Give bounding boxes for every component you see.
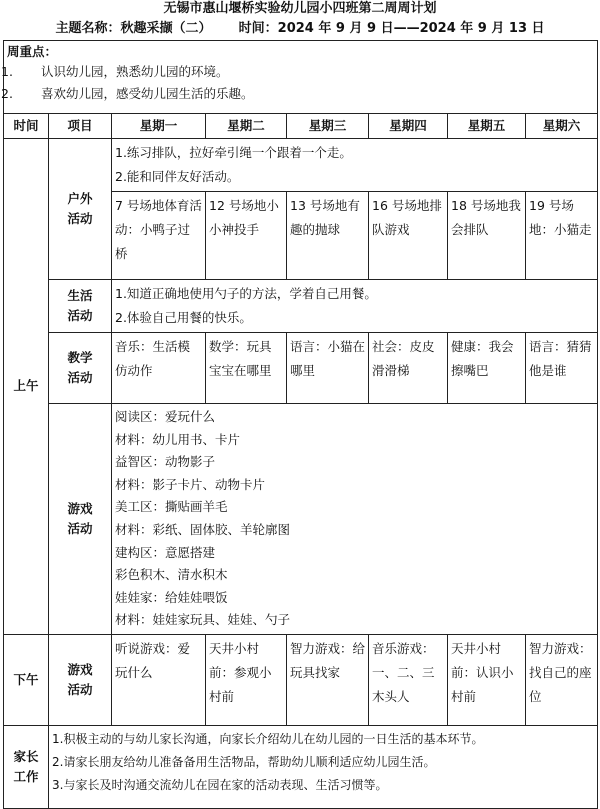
header-row — [4, 114, 598, 139]
col-header-wed: 星期三 — [287, 114, 369, 139]
col-header-tue: 星期二 — [206, 114, 287, 139]
focus-item-text: 认识幼儿园，熟悉幼儿园的环境。 — [41, 64, 229, 79]
focus-item-num: 1. — [1, 64, 13, 79]
teaching-sat: 语言：猜猜他是谁 — [526, 333, 598, 404]
game-areas — [112, 404, 598, 635]
time-range: 2024 年 9 月 9 日——2024 年 9 月 13 日 — [277, 21, 545, 36]
life-label-line: 活动 — [67, 308, 93, 323]
outdoor-label-line: 户外 — [67, 191, 93, 206]
life-goal: 1.知道正确地使用勺子的方法，学着自己用餐。 — [115, 286, 377, 301]
parents-item: 2.请家长朋友给幼儿准备备用生活物品，帮助幼儿顺利适应幼儿园生活。 — [52, 754, 436, 769]
afternoon-sat: 智力游戏：找自己的座位 — [526, 634, 598, 725]
afternoon-mon: 听说游戏：爱玩什么 — [112, 634, 206, 725]
life-goal: 2.体验自己用餐的快乐。 — [115, 310, 252, 325]
game-area-line: 美工区：撕贴画羊毛 — [115, 499, 228, 515]
outdoor-label-line: 活动 — [67, 211, 93, 226]
game-area-line: 材料：娃娃家玩具、娃娃、勺子 — [115, 612, 291, 628]
col-header-item: 项目 — [49, 114, 112, 139]
outdoor-thu: 16 号场地排队游戏 — [369, 192, 448, 280]
game-label — [49, 404, 112, 635]
life-label-line: 生活 — [67, 288, 93, 303]
outdoor-tue: 12 号场地小小神投手 — [206, 192, 287, 280]
afternoon-fri: 天井小村前：认识小村前 — [448, 634, 526, 725]
afternoon-game-label-line: 活动 — [67, 681, 93, 697]
game-label-line: 游戏 — [67, 500, 93, 516]
focus-cell — [1, 41, 598, 114]
game-row — [4, 404, 598, 635]
game-label-line: 活动 — [67, 520, 93, 536]
focus-item — [1, 61, 594, 83]
outdoor-sat: 19 号场地：小猫走 — [526, 192, 598, 280]
weekly-plan-table — [3, 40, 598, 809]
parents-item: 3.与家长及时沟通交流幼儿在园在家的活动表现、生活习惯等。 — [52, 777, 388, 792]
teaching-label — [49, 333, 112, 404]
outdoor-goals — [112, 139, 598, 192]
outdoor-wed: 13 号场地有趣的抛球 — [287, 192, 369, 280]
game-area-line: 益智区：动物影子 — [115, 454, 216, 470]
outdoor-goals-row — [4, 139, 598, 192]
parents-label — [4, 725, 49, 808]
parents-item: 1.积极主动的与幼儿家长沟通，向家长介绍幼儿在幼儿园的一日生活的基本环节。 — [52, 731, 484, 746]
teaching-row — [4, 333, 598, 404]
game-area-line: 娃娃家：给娃娃喂饭 — [115, 589, 228, 605]
game-area-line: 材料：影子卡片、动物卡片 — [115, 476, 266, 492]
focus-title: 周重点： — [7, 44, 58, 59]
parents-label-line: 家长 — [13, 748, 39, 764]
life-row — [4, 280, 598, 333]
col-header-mon: 星期一 — [112, 114, 206, 139]
outdoor-mon: 7 号场地体育活动：小鸭子过桥 — [112, 192, 206, 280]
afternoon-wed: 智力游戏：给玩具找家 — [287, 634, 369, 725]
teaching-thu: 社会：皮皮滑滑梯 — [369, 333, 448, 404]
parents-label-line: 工作 — [13, 768, 39, 784]
col-header-fri: 星期五 — [448, 114, 526, 139]
game-area-line: 彩色积木、清水积木 — [115, 567, 228, 583]
teaching-label-line: 活动 — [67, 370, 93, 385]
afternoon-thu: 音乐游戏：一、二、三木头人 — [369, 634, 448, 725]
teaching-wed: 语言：小猫在哪里 — [287, 333, 369, 404]
col-header-sat: 星期六 — [526, 114, 598, 139]
focus-item — [1, 83, 594, 105]
col-header-time: 时间 — [4, 114, 49, 139]
game-area-line: 阅读区：爱玩什么 — [115, 409, 216, 424]
life-goals — [112, 280, 598, 333]
afternoon-game-label — [49, 634, 112, 725]
outdoor-label — [49, 139, 112, 280]
teaching-label-line: 教学 — [67, 350, 93, 365]
time-label: 时间： — [238, 21, 278, 36]
parents-row — [4, 725, 598, 808]
outdoor-fri: 18 号场地我会排队 — [448, 192, 526, 280]
theme-name: 秋趣采撷（二） — [120, 21, 212, 36]
col-header-thu: 星期四 — [369, 114, 448, 139]
parents-items — [49, 725, 598, 808]
subtitle — [0, 20, 600, 38]
life-label — [49, 280, 112, 333]
game-area-line: 建构区：意愿搭建 — [115, 544, 216, 560]
outdoor-goal: 1.练习排队，拉好牵引绳一个跟着一个走。 — [115, 145, 352, 160]
focus-item-num: 2. — [1, 86, 13, 101]
theme-label: 主题名称： — [55, 21, 121, 36]
focus-row — [4, 41, 598, 114]
outdoor-goal: 2.能和同伴友好活动。 — [115, 169, 240, 184]
game-area-line: 材料：彩纸、固体胶、羊轮廓图 — [115, 521, 291, 537]
teaching-mon: 音乐：生活模仿动作 — [112, 333, 206, 404]
morning-label: 上午 — [4, 139, 49, 635]
page-title: 无锡市惠山堰桥实验幼儿园小四班第二周周计划 — [163, 1, 437, 16]
focus-item-text: 喜欢幼儿园，感受幼儿园生活的乐趣。 — [41, 86, 254, 101]
teaching-fri: 健康：我会擦嘴巴 — [448, 333, 526, 404]
afternoon-game-label-line: 游戏 — [67, 661, 93, 677]
teaching-tue: 数学：玩具宝宝在哪里 — [206, 333, 287, 404]
game-area-line: 材料：幼儿用书、卡片 — [115, 431, 241, 447]
afternoon-tue: 天井小村前：参观小村前 — [206, 634, 287, 725]
afternoon-row — [4, 634, 598, 725]
afternoon-label: 下午 — [4, 634, 49, 725]
